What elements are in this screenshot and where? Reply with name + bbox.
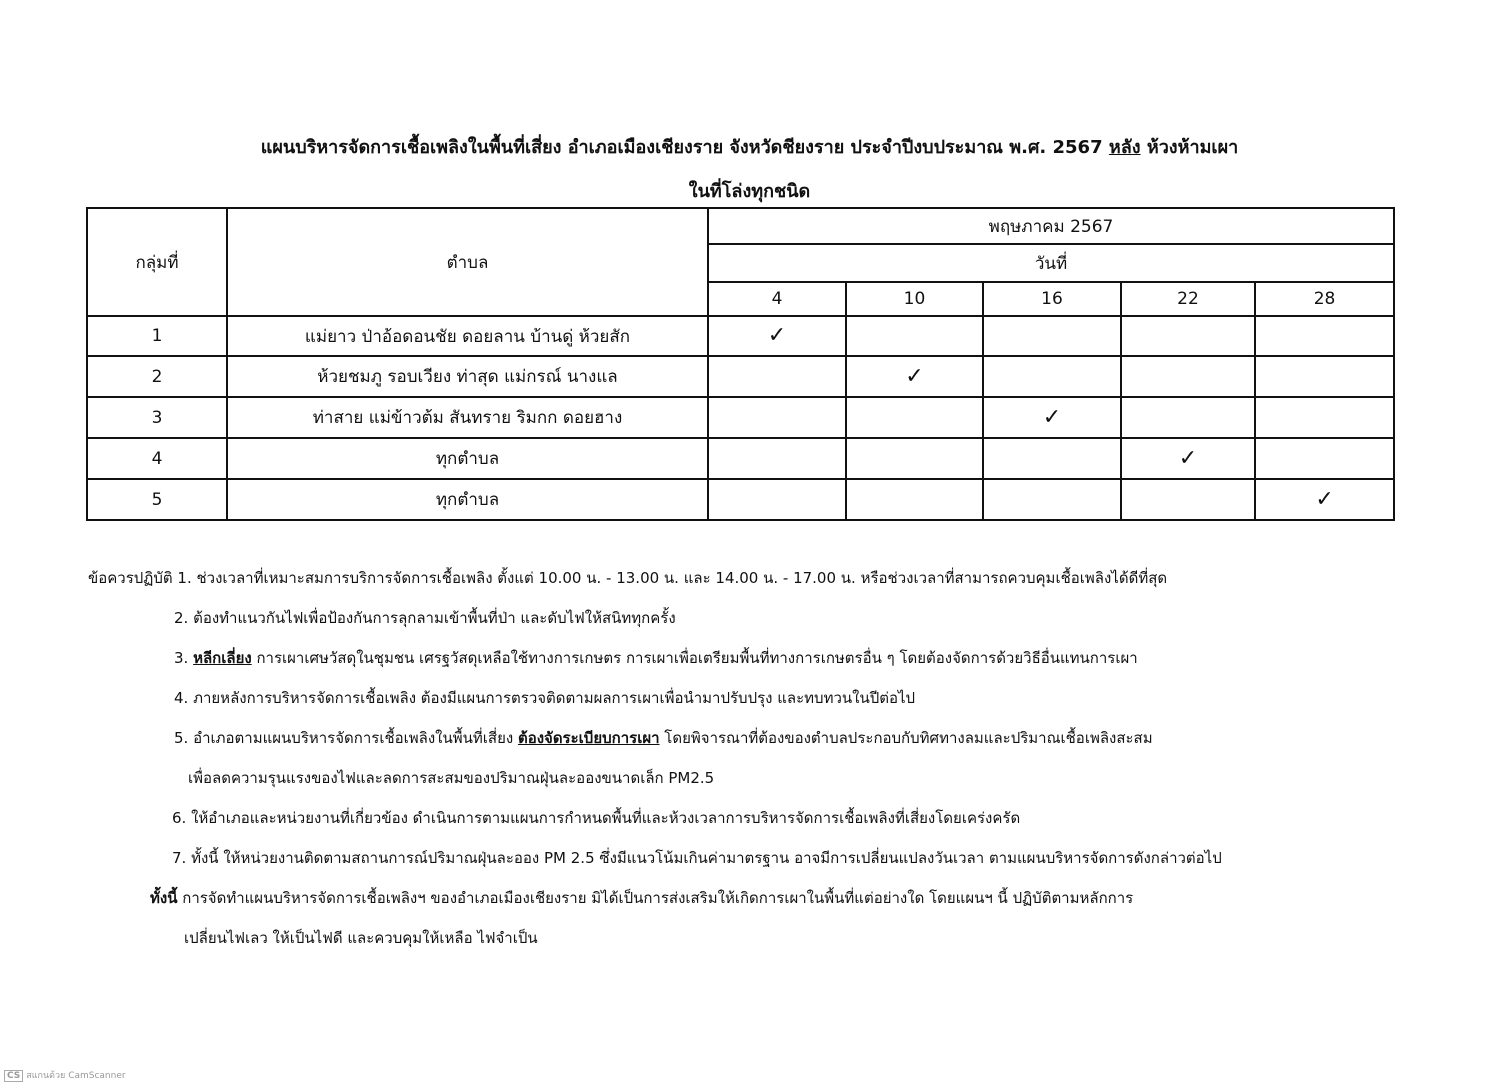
date-cell xyxy=(983,316,1121,356)
title-text-end: ห้วงห้ามเผา xyxy=(1140,137,1239,158)
date-cell xyxy=(983,438,1121,479)
check-mark-icon: ✓ xyxy=(905,363,924,389)
check-mark-icon: ✓ xyxy=(1042,404,1062,430)
watermark-text: สแกนด้วย CamScanner xyxy=(26,1071,126,1081)
tambon-cell: ทุกตำบล xyxy=(227,438,708,479)
date-cell xyxy=(1121,356,1255,397)
note-6: 6. ให้อำเภอและหน่วยงานที่เกี่ยวข้อง ดำเนินการตามแผนการกำหนดพื้นที่และห้วงเวลาการบริหารจัดการเชื้อเพลิงที่เสี่ยงโดยเคร่งครัด xyxy=(172,809,1021,827)
tambon-cell: ห้วยชมภู รอบเวียง ท่าสุด แม่กรณ์ นางแล xyxy=(227,356,708,397)
note-5 xyxy=(174,726,1153,750)
date-cell xyxy=(708,397,846,438)
date-cell xyxy=(1255,479,1394,520)
note-8-emphasis: ทั้งนี้ xyxy=(150,889,178,907)
date-cell xyxy=(1121,316,1255,356)
note-3-number: 3. xyxy=(174,649,194,667)
table-row xyxy=(87,479,1394,520)
date-cell xyxy=(983,397,1121,438)
document-title-line-1 xyxy=(0,132,1499,161)
note-8 xyxy=(150,886,1133,910)
schedule-table xyxy=(86,207,1395,521)
note-5-text: 5. อำเภอตามแผนบริหารจัดการเชื้อเพลิงในพื้นที่เสี่ยง xyxy=(174,729,518,747)
note-3-emphasis: หลีกเลี่ยง xyxy=(193,649,252,667)
date-cell xyxy=(708,356,846,397)
date-cell xyxy=(1255,356,1394,397)
title-underlined-word: หลัง xyxy=(1108,137,1141,158)
header-date: 16 xyxy=(983,282,1121,316)
date-cell xyxy=(1255,397,1394,438)
header-date: 10 xyxy=(846,282,983,316)
date-cell xyxy=(846,397,983,438)
tambon-cell: แม่ยาว ป่าอ้อดอนชัย ดอยลาน บ้านดู่ ห้วยสัก xyxy=(227,316,708,356)
table-row xyxy=(87,438,1394,479)
date-cell xyxy=(846,438,983,479)
header-tambon: ตำบล xyxy=(227,208,708,316)
note-8-continued: เปลี่ยนไฟเลว ให้เป็นไฟดี และควบคุมให้เหลือ ไฟจำเป็น xyxy=(184,929,538,947)
table-row xyxy=(87,397,1394,438)
header-date: 22 xyxy=(1121,282,1255,316)
check-mark-icon: ✓ xyxy=(1178,445,1198,471)
group-cell: 2 xyxy=(87,356,227,397)
note-5-emphasis: ต้องจัดระเบียบการเผา xyxy=(517,729,660,747)
note-7: 7. ทั้งนี้ ให้หน่วยงานติดตามสถานการณ์ปริมาณฝุ่นละออง PM 2.5 ซึ่งมีแนวโน้มเกินค่ามาตรฐาน อาจมีการเปลี่ยนแปลงวันเวลา ตามแผนบริหารจัดการดังกล่าวต่อไป xyxy=(172,849,1222,867)
note-1: ข้อควรปฏิบัติ 1. ช่วงเวลาที่เหมาะสมการบริการจัดการเชื้อเพลิง ตั้งแต่ 10.00 น. - 13.00 น. และ 14.00 น. - 17.00 น. หรือช่วงเวลาที่สามารถควบคุมเชื้อเพลิงได้ดีที่สุด xyxy=(88,569,1168,587)
date-cell xyxy=(846,316,983,356)
tambon-cell: ท่าสาย แม่ข้าวต้ม สันทราย ริมกก ดอยฮาง xyxy=(227,397,708,438)
date-cell xyxy=(1121,397,1255,438)
note-8-text: การจัดทำแผนบริหารจัดการเชื้อเพลิงฯ ของอำเภอเมืองเชียงราย มิได้เป็นการส่งเสริมให้เกิดการเผาในพื้นที่แต่อย่างใด โดยแผนฯ นี้ ปฏิบัติตามหลักการ xyxy=(177,889,1134,907)
date-cell xyxy=(983,356,1121,397)
document-title-line-2: ในที่โล่งทุกชนิด xyxy=(688,181,811,202)
group-cell: 3 xyxy=(87,397,227,438)
table-row xyxy=(87,356,1394,397)
camscanner-logo-icon: CS xyxy=(4,1070,23,1082)
note-4: 4. ภายหลังการบริหารจัดการเชื้อเพลิง ต้องมีแผนการตรวจติดตามผลการเผาเพื่อนำมาปรับปรุง และทบทวนในปีต่อไป xyxy=(174,689,916,707)
header-date: 28 xyxy=(1255,282,1394,316)
title-text: แผนบริหารจัดการเชื้อเพลิงในพื้นที่เสี่ยง อำเภอเมืองเชียงราย จังหวัดชียงราย ประจำปีงบประมาณ พ.ศ. 2567 xyxy=(260,137,1109,158)
header-month: พฤษภาคม 2567 xyxy=(708,208,1394,244)
date-cell xyxy=(708,316,846,356)
date-cell xyxy=(1255,438,1394,479)
group-cell: 5 xyxy=(87,479,227,520)
date-cell xyxy=(1121,438,1255,479)
table-row xyxy=(87,316,1394,356)
tambon-cell: ทุกตำบล xyxy=(227,479,708,520)
date-cell xyxy=(846,479,983,520)
group-cell: 4 xyxy=(87,438,227,479)
date-cell xyxy=(708,479,846,520)
note-5-text-end: โดยพิจารณาที่ต้องของตำบลประกอบกับทิศทางลมและปริมาณเชื้อเพลิงสะสม xyxy=(659,729,1153,747)
note-5-continued: เพื่อลดความรุนแรงของไฟและลดการสะสมของปริมาณฝุ่นละอองขนาดเล็ก PM2.5 xyxy=(188,769,715,787)
date-cell xyxy=(983,479,1121,520)
header-date-label: วันที่ xyxy=(708,244,1394,282)
scanner-watermark xyxy=(4,1068,126,1082)
group-cell: 1 xyxy=(87,316,227,356)
header-date: 4 xyxy=(708,282,846,316)
note-2: 2. ต้องทำแนวกันไฟเพื่อป้องกันการลุกลามเข้าพื้นที่ป่า และดับไฟให้สนิททุกครั้ง xyxy=(174,609,676,627)
date-cell xyxy=(1255,316,1394,356)
date-cell xyxy=(846,356,983,397)
date-cell xyxy=(1121,479,1255,520)
header-group: กลุ่มที่ xyxy=(87,208,227,316)
note-3 xyxy=(174,646,1138,670)
check-mark-icon: ✓ xyxy=(767,323,787,348)
check-mark-icon: ✓ xyxy=(1315,486,1334,512)
date-cell xyxy=(708,438,846,479)
note-3-text: การเผาเศษวัสดุในชุมชน เศรฐวัสดุเหลือใช้ทางการเกษตร การเผาเพื่อเตรียมพื้นที่ทางการเกษตรอื่น ๆ โดยต้องจัดการด้วยวิธีอื่นแทนการเผา xyxy=(251,649,1138,667)
